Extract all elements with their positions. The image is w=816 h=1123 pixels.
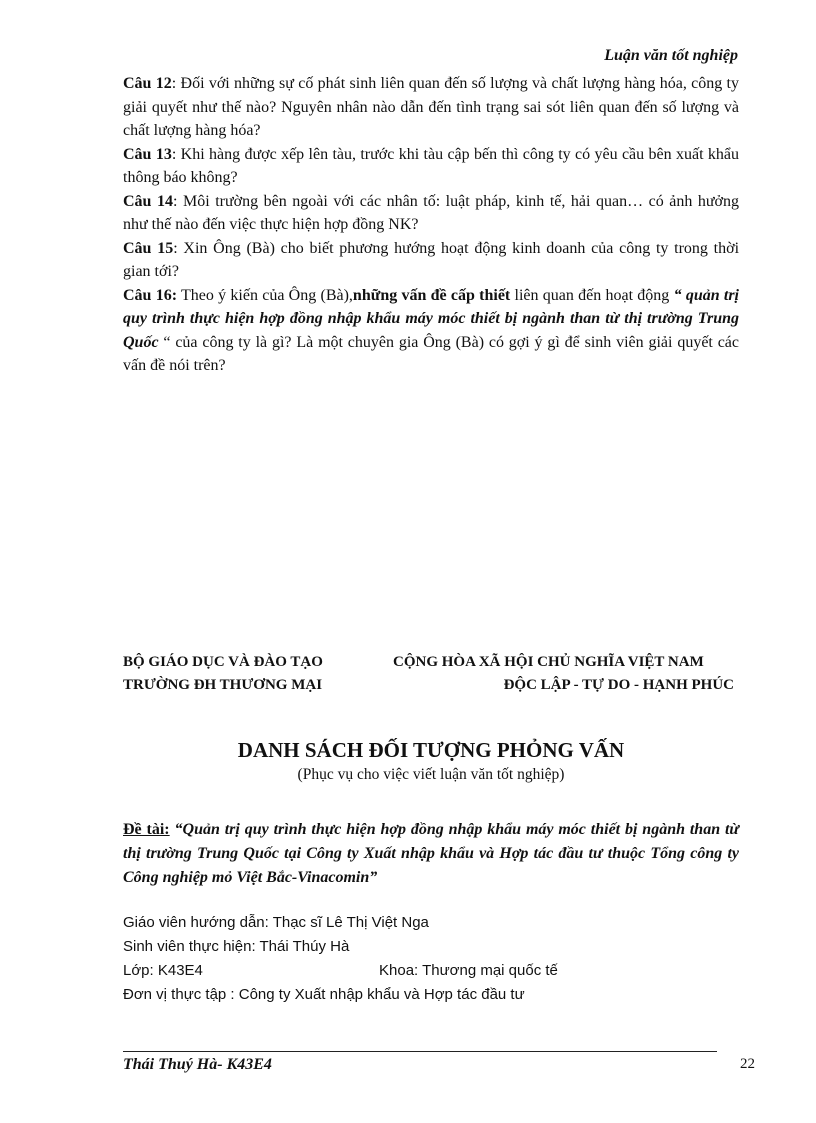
footer-divider — [123, 1051, 717, 1052]
topic-label: Đề tài: — [123, 821, 170, 838]
question-list — [123, 72, 739, 378]
emphasis-text: những vấn đề cấp thiết — [352, 286, 511, 304]
country-name: CỘNG HÒA XÃ HỘI CHỦ NGHĨA VIỆT NAM — [393, 654, 704, 670]
topic-quote: “ quản trị quy trình thực hiện hợp đồng nhập khẩu máy móc thiết bị ngành than từ thị trường Trung Quốc — [123, 286, 739, 351]
faculty-text: Khoa: Thương mại quốc tế — [379, 962, 558, 979]
ministry-name: BỘ GIÁO DỤC VÀ ĐÀO TẠO — [123, 654, 323, 670]
advisor-line: Giáo viên hướng dẫn: Thạc sĩ Lê Thị Việt Nga — [123, 914, 429, 931]
university-name: TRƯỜNG ĐH THƯƠNG MẠI — [123, 677, 323, 693]
footer-author: Thái Thuý Hà- K43E4 — [123, 1056, 272, 1073]
question-text: Xin Ông (Bà) cho biết phương hướng hoạt động kinh doanh của công ty trong thời gian tới? — [123, 239, 740, 280]
document-title: DANH SÁCH ĐỐI TƯỢNG PHỎNG VẤN — [237, 738, 625, 762]
question-13: Câu 13: Khi hàng được xếp lên tàu, trước khi tàu cập bến thì công ty có yêu cầu bên xuất khẩu thông báo không? — [123, 145, 740, 186]
student-line: Sinh viên thực hiện: Thái Thúy Hà — [123, 938, 350, 955]
internship-unit-line: Đơn vị thực tập : Công ty Xuất nhập khẩu và Hợp tác đầu tư — [123, 986, 525, 1003]
question-number: Câu 14 — [123, 192, 173, 210]
question-number: Câu 13 — [123, 145, 172, 163]
question-text: Môi trường bên ngoài với các nhân tố: luật pháp, kinh tế, hải quan… có ảnh hưởng như thế nào đến việc thực hiện hợp đồng NK? — [123, 192, 740, 233]
document-subtitle: (Phục vụ cho việc viết luận văn tốt nghiệp) — [297, 766, 565, 783]
question-12: Câu 12: Đối với những sự cố phát sinh liên quan đến số lượng và chất lượng hàng hóa, công ty giải quyết như thế nào? Nguyên nhân nào dẫn đến tình trạng sai sót liên quan đến số lượng và chất lượng hàng hóa? — [123, 75, 740, 139]
question-number: Câu 16: — [123, 286, 178, 304]
question-15: Câu 15: Xin Ông (Bà) cho biết phương hướng hoạt động kinh doanh của công ty trong thời gian tới? — [123, 239, 740, 280]
class-faculty-line — [123, 959, 739, 983]
running-header: Luận văn tốt nghiệp — [604, 47, 738, 64]
page-number: 22 — [740, 1056, 755, 1072]
question-text: Khi hàng được xếp lên tàu, trước khi tàu cập bến thì công ty có yêu cầu bên xuất khẩu thông báo không? — [123, 145, 740, 186]
question-number: Câu 15 — [123, 239, 174, 257]
student-info — [123, 911, 739, 1007]
ministry-block — [123, 651, 323, 697]
national-motto: ĐỘC LẬP - TỰ DO - HẠNH PHÚC — [503, 677, 734, 693]
question-number: Câu 12 — [123, 75, 172, 92]
class-text: Lớp: K43E4 — [123, 962, 203, 979]
question-14: Câu 14: Môi trường bên ngoài với các nhân tố: luật pháp, kinh tế, hải quan… có ảnh hưởng như thế nào đến việc thực hiện hợp đồng NK? — [123, 192, 740, 233]
question-16: Câu 16: Theo ý kiến của Ông (Bà),những vấn đề cấp thiết liên quan đến hoạt động “ quản trị quy trình thực hiện hợp đồng nhập khẩu máy móc thiết bị ngành than từ thị trường Trung Quốc “ của công ty là gì? Là một chuyên gia Ông (Bà) có gợi ý gì để sinh viên giải quyết các vấn đề nói trên? — [123, 286, 739, 374]
national-motto-block — [393, 651, 738, 697]
topic-text: “Quản trị quy trình thực hiện hợp đồng nhập khẩu máy móc thiết bị ngành than từ thị trường Trung Quốc tại Công ty Xuất nhập khẩu và Hợp tác đầu tư thuộc Tổng công ty Công nghiệp mỏ Việt Bắc-Vinacomin” — [123, 821, 740, 886]
thesis-topic — [123, 818, 739, 890]
question-text: Đối với những sự cố phát sinh liên quan đến số lượng và chất lượng hàng hóa, công ty giải quyết như thế nào? Nguyên nhân nào dẫn đến tình trạng sai sót liên quan đến số lượng và chất lượng hàng hóa? — [123, 75, 740, 139]
